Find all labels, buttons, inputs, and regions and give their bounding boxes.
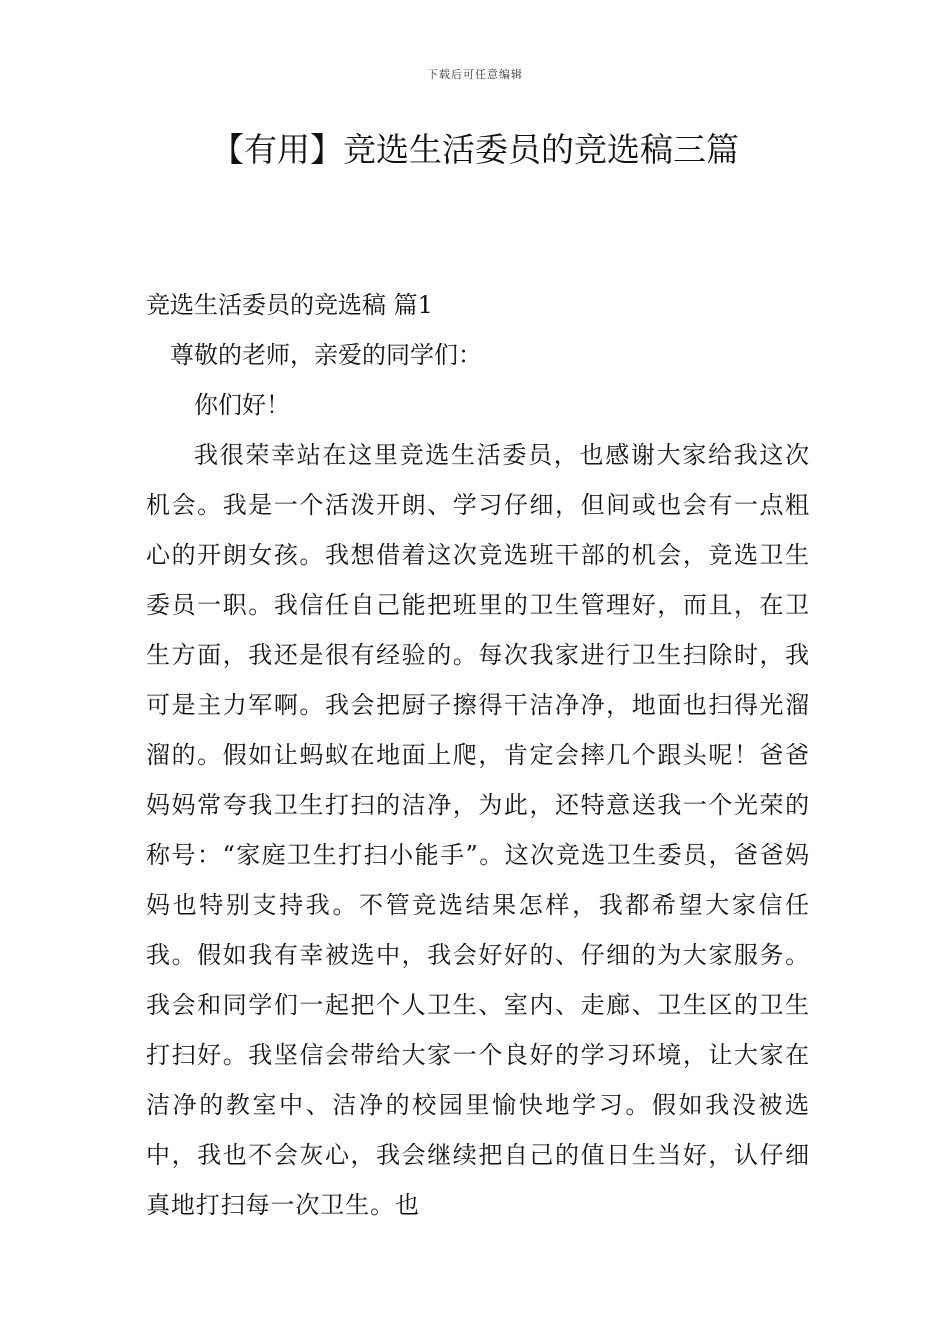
document-title: 【有用】竞选生活委员的竞选稿三篇 [211,130,739,169]
header-note: 下载后可任意编辑 [427,68,523,81]
greeting: 你们好！ [194,391,290,419]
body-paragraph: 我很荣幸站在这里竞选生活委员，也感谢大家给我这次机会。我是一个活泼开朗、学习仔细，但间或也会有一点粗心的开朗女孩。我想借着这次竞选班干部的机会，竞选卫生委员一职。我信任自己能把班里的卫生管理好，而且，在卫生方面，我还是很有经验的。每次我家进行卫生扫除时，我可是主力军啊。我会把厨子擦得干洁净净，地面也扫得光溜溜的。假如让蚂蚁在地面上爬，肯定会摔几个跟头呢！爸爸妈妈常夸我卫生打扫的洁净，为此，还特意送我一个光荣的称号：“家庭卫生打扫小能手”。这次竞选卫生委员，爸爸妈妈也特别支持我。不管竞选结果怎样，我都希望大家信任我。假如我有幸被选中，我会好好的、仔细的为大家服务。我会和同学们一起把个人卫生、室内、走廊、卫生区的卫生打扫好。我坚信会带给大家一个良好的学习环境，让大家在洁净的教室中、洁净的校园里愉快地学习。假如我没被选中，我也不会灰心，我会继续把自己的值日生当好，认仔细真地打扫每一次卫生。也 [146,441,810,1219]
section-heading: 竞选生活委员的竞选稿 篇1 [146,291,433,319]
salutation: 尊敬的老师，亲爱的同学们： [170,341,482,369]
document-body [146,280,810,1230]
